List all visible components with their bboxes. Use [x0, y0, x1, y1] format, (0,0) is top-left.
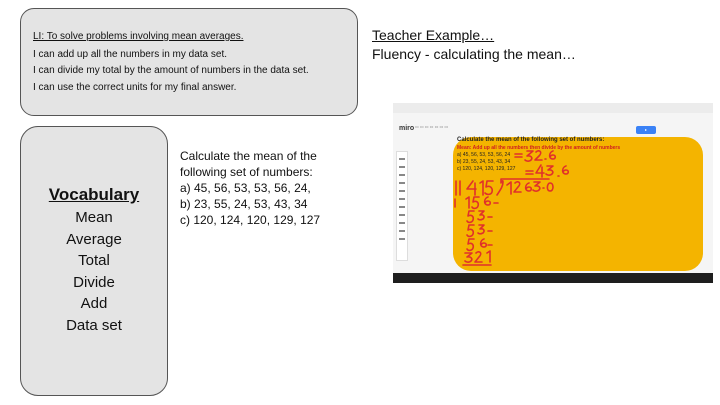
share-button[interactable]: ▸ — [636, 126, 656, 134]
vocab-word-total: Total — [78, 252, 110, 269]
learning-intention-title: LI: To solve problems involving mean averages. — [33, 31, 244, 42]
vocab-word-add: Add — [80, 295, 108, 312]
vocabulary-panel — [20, 126, 168, 396]
question-line-1: Calculate the mean of the — [180, 149, 317, 163]
vocab-word-divide: Divide — [73, 274, 115, 291]
question-line-a: a) 45, 56, 53, 53, 56, 24, — [180, 181, 311, 195]
teacher-example-video[interactable] — [393, 103, 713, 283]
video-control-bar[interactable] — [393, 273, 713, 283]
learning-intention-panel — [20, 8, 358, 116]
success-criterion-1: I can add up all the numbers in my data set. — [33, 49, 227, 60]
board-row-a: a) 45, 56, 53, 53, 56, 24 — [457, 152, 511, 158]
teacher-example-subtitle: Fluency - calculating the mean… — [372, 46, 576, 62]
teacher-example-title: Teacher Example… — [372, 27, 495, 43]
question-line-b: b) 23, 55, 24, 53, 43, 34 — [180, 197, 308, 211]
handwritten-working — [393, 103, 713, 273]
success-criterion-3: I can use the correct units for my final answer. — [33, 82, 237, 93]
success-criterion-2: I can divide my total by the amount of numbers in the data set. — [33, 65, 309, 76]
board-heading: Calculate the mean of the following set of numbers: — [457, 137, 605, 143]
question-line-c: c) 120, 124, 120, 129, 127 — [180, 213, 321, 227]
vocab-word-data-set: Data set — [66, 317, 122, 334]
miro-logo: miro — [399, 125, 415, 132]
vocabulary-title: Vocabulary — [48, 185, 140, 204]
question-text — [180, 148, 355, 228]
board-instruction: Mean: Add up all the numbers then divide by the amount of numbers — [457, 145, 621, 151]
vocab-word-average: Average — [66, 231, 122, 248]
board-tab-bar: ▭ ▭ ▭ ▭ ▭ ▭ ▭ — [415, 124, 449, 129]
question-line-2: following set of numbers: — [180, 165, 313, 179]
board-row-b: b) 23, 55, 24, 53, 43, 34 — [457, 159, 511, 165]
vocab-word-mean: Mean — [75, 209, 113, 226]
board-row-c: c) 120, 124, 120, 129, 127 — [457, 166, 516, 172]
